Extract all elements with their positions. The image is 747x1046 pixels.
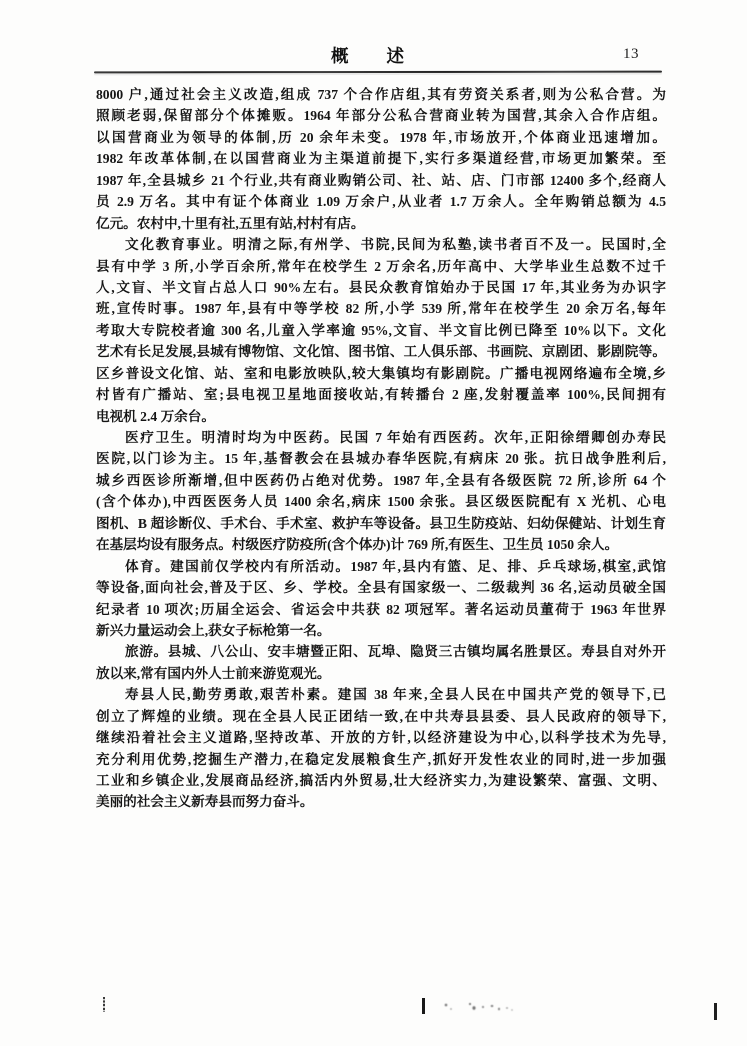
text-line: 继续沿着社会主义道路,坚持改革、开放的方针,以经济建设为中心,以科学技术为先导, — [96, 730, 666, 746]
text-line: 旅游。县城、八公山、安丰塘暨正阳、瓦埠、隐贤三古镇均属名胜景区。寿县自对外开 — [125, 644, 666, 660]
text-line: 电视机 2.4 万余台。 — [96, 408, 215, 424]
text-line: 照顾老弱,保留部分个体摊贩。1964 年部分公私合营商业转为国营,其余入合作店组。 — [96, 108, 666, 124]
text-line: 在基层均设有服务点。村级医疗防疫所(含个体办)计 769 所,有医生、卫生员 1050 余人。 — [96, 537, 619, 553]
text-line: 区乡普设文化馆、站、室和电影放映队,较大集镇均有影剧院。广播电视网络遍布全境,乡 — [96, 365, 666, 381]
smudge-mark — [438, 998, 516, 1014]
text-line: 图机、B 超诊断仪、手术台、手术室、救护车等设备。县卫生防疫站、妇幼保健站、计划生育 — [96, 515, 666, 531]
text-line: (含个体办),中西医医务人员 1400 余名,病床 1500 余张。县区级医院配有 X 光机、心电 — [96, 494, 666, 510]
text-line: 人,文盲、半文盲占总人口 90%左右。县民众教育馆始办于民国 17 年,其业务为办识字 — [96, 279, 666, 295]
text-line: 体育。建国前仅学校内有所活动。1987 年,县内有篮、足、排、乒乓球场,棋室,武馆 — [125, 558, 666, 574]
text-line: 城乡西医诊所渐增,但中医药仍占绝对优势。1987 年,全县有各级医院 72 所,诊所 64 个 — [96, 472, 666, 488]
header-rule — [94, 71, 662, 74]
text-line: 县有中学 3 所,小学百余所,常年在校学生 2 万余名,历年高中、大学毕业生总数不过千 — [96, 258, 666, 274]
text-line: 美丽的社会主义新寿县而努力奋斗。 — [96, 794, 314, 810]
text-line: 艺术有长足发展,县城有博物馆、文化馆、图书馆、工人俱乐部、书画院、京剧团、影剧院等。 — [96, 344, 666, 360]
text-line: 新兴力量运动会上,获女子标枪第一名。 — [96, 622, 331, 638]
text-line: 员 2.9 万名。其中有证个体商业 1.09 万余户,从业者 1.7 万余人。全年购销总额为 4.5 — [96, 194, 666, 210]
text-line: 亿元。农村中,十里有社,五里有站,村村有店。 — [96, 215, 365, 231]
text-line: 班,宣传时事。1987 年,县有中等学校 82 所,小学 539 所,常年在校学生 20 余万名,每年 — [96, 301, 666, 317]
page-title: 概 述 — [331, 46, 405, 66]
page-number: 13 — [623, 46, 639, 62]
text-line: 1982 年改革体制,在以国营商业为主渠道前提下,实行多渠道经营,市场更加繁荣。至 — [96, 151, 666, 167]
margin-tick-left — [103, 997, 105, 1012]
text-line: 1987 年,全县城乡 21 个行业,共有商业购销公司、社、站、店、门市部 12400 多个,经商人 — [96, 172, 666, 188]
margin-tick-center — [422, 998, 425, 1014]
text-line: 充分利用优势,挖掘生产潜力,在稳定发展粮食生产,抓好开发性农业的同时,进一步加强 — [96, 751, 666, 767]
text-line: 纪录者 10 项次;历届全运会、省运会中共获 82 项冠军。著名运动员董荷于 1963 年世界 — [96, 601, 666, 617]
text-line: 以国营商业为领导的体制,历 20 余年未变。1978 年,市场放开,个体商业迅速增加。 — [96, 129, 666, 145]
body-text — [96, 84, 666, 813]
text-line: 放以来,常有国内外人士前来游览观光。 — [96, 665, 331, 681]
text-line: 寿县人民,勤劳勇敢,艰苦朴素。建国 38 年来,全县人民在中国共产党的领导下,已 — [125, 687, 666, 703]
text-line: 8000 户,通过社会主义改造,组成 737 个合作店组,其有劳资关系者,则为公私合营。为 — [96, 87, 666, 102]
text-line: 考取大专院校者逾 300 名,儿童入学率逾 95%,文盲、半文盲比例已降至 10%以下。文化 — [96, 322, 666, 338]
text-line: 医院,以门诊为主。15 年,基督教会在县城办春华医院,有病床 20 张。抗日战争胜利后, — [96, 451, 666, 467]
text-line: 村皆有广播站、室;县电视卫星地面接收站,有转播台 2 座,发射覆盖率 100%,民间拥有 — [96, 387, 666, 403]
text-line: 医疗卫生。明清时均为中医药。民国 7 年始有西医药。次年,正阳徐缙卿创办寿民 — [125, 430, 666, 445]
text-line: 文化教育事业。明清之际,有州学、书院,民间为私塾,读书者百不及一。民国时,全 — [125, 237, 666, 253]
margin-tick-right — [714, 1003, 717, 1020]
text-line: 工业和乡镇企业,发展商品经济,搞活内外贸易,壮大经济实力,为建设繁荣、富强、文明、 — [96, 773, 666, 788]
text-line: 等设备,面向社会,普及于区、乡、学校。全县有国家级一、二级裁判 36 名,运动员破全国 — [96, 580, 666, 596]
text-line: 创立了辉煌的业绩。现在全县人民正团结一致,在中共寿县县委、县人民政府的领导下, — [96, 708, 666, 724]
